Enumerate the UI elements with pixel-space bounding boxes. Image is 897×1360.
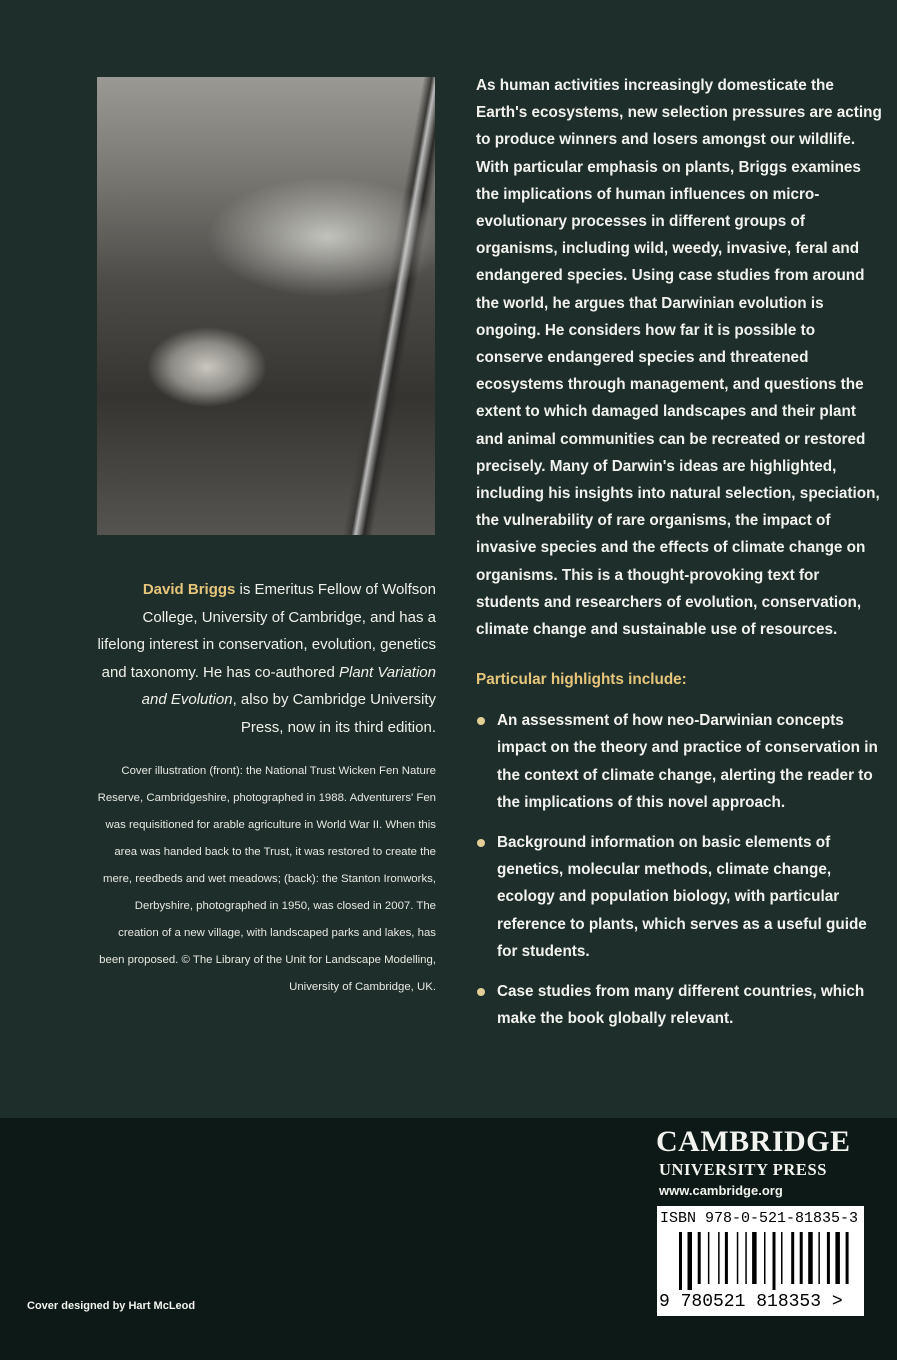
barcode-digits: 9 780521 818353 > — [659, 1292, 843, 1312]
bullet-icon — [477, 839, 485, 847]
highlight-text: Background information on basic elements of genetics, molecular methods, climate change, ecology and population biology, with particular reference to plants, which serves as a useful guide for students. — [497, 834, 867, 960]
right-column — [476, 72, 886, 1046]
barcode-bar — [698, 1232, 701, 1284]
highlights-heading: Particular highlights include: — [476, 671, 687, 689]
barcode-bar — [737, 1232, 739, 1284]
isbn-text: ISBN 978-0-521-81835-3 — [660, 1210, 859, 1227]
author-name: David Briggs — [142, 581, 236, 598]
barcode-bar — [718, 1232, 720, 1284]
barcode-bar — [835, 1232, 840, 1284]
book-blurb: As human activities increasingly domesticate the Earth's ecosystems, new selection pressures are acting to produce winners and losers amongst our wildlife. With particular emphasis on plants, Briggs examines the implications of human influences on micro-evolutionary processes in different groups of organisms, including wild, weedy, invasive, feral and endangered species. Using case studies from around the world, he argues that Darwinian evolution is ongoing. He considers how far it is possible to conserve endangered species and threatened ecosystems through management, and questions the extent to which damaged landscapes and their plant and animal communities can be recreated or restored precisely. Many of Darwin's ideas are highlighted, including his insights into natural selection, speciation, the vulnerability of rare organisms, the impact of invasive species and the effects of climate change on organisms. This is a thought-provoking text for students and researchers of evolution, conservation, climate change and sustainable use of resources. — [476, 77, 882, 639]
left-column — [96, 576, 436, 1001]
author-bio — [96, 576, 436, 742]
barcode-bar — [688, 1232, 693, 1290]
publisher-name: CAMBRIDGE — [656, 1125, 851, 1158]
bio-text: is Emeritus Fellow of Wolfson College, University of Cambridge, and has a lifelong interest in conservation, evolution, genetics and taxonomy. He has co-authored — [97, 581, 436, 681]
barcode-bar — [679, 1232, 682, 1290]
barcode-bar — [791, 1232, 794, 1284]
cover-credit: Cover illustration (front): the National Trust Wicken Fen Nature Reserve, Cambridgeshire, photographed in 1988. Adventurers' Fen was requisitioned for arable agriculture in World War II. When this area was handed back to the Trust, it was restored to create the mere, reedbeds and wet meadows; (back): the Stanton Ironworks, Derbyshire, photographed in 1950, was closed in 2007. The creation of a new village, with landscaped parks and lakes, has been proposed. © The Library of the Unit for Landscape Modelling, University of Cambridge, UK. — [97, 764, 436, 993]
barcode-bar — [846, 1232, 849, 1284]
barcode-bar — [800, 1232, 803, 1284]
book-title: Plant Variation and Evolution — [141, 663, 436, 709]
barcode-bars-icon — [679, 1232, 854, 1290]
barcode-bar — [808, 1232, 813, 1284]
bullet-icon — [477, 717, 485, 725]
highlight-text: Case studies from many different countries, which make the book globally relevant. — [497, 983, 865, 1028]
barcode-bar — [827, 1232, 830, 1284]
barcode-bar — [773, 1232, 776, 1290]
designer-credit: Cover designed by Hart McLeod — [27, 1300, 196, 1312]
barcode-bar — [781, 1232, 783, 1284]
barcode-bar — [725, 1232, 728, 1284]
list-item — [476, 707, 886, 816]
publisher-subtitle: UNIVERSITY PRESS — [659, 1160, 828, 1179]
cover-photo-ironworks — [97, 77, 435, 535]
barcode-bar — [818, 1232, 820, 1284]
barcode-bar — [708, 1232, 710, 1284]
list-item — [476, 829, 886, 965]
highlight-text: An assessment of how neo-Darwinian concepts impact on the theory and practice of conservation in the context of climate change, alerting the reader to the implications of this novel approach. — [497, 712, 878, 811]
highlights-list — [476, 707, 886, 1045]
bio-text-end: , also by Cambridge University Press, now in its third edition. — [232, 691, 436, 736]
publisher-url: www.cambridge.org — [659, 1183, 783, 1198]
barcode-bar — [752, 1232, 757, 1284]
bullet-icon — [477, 988, 485, 996]
barcode-bar — [745, 1232, 747, 1284]
barcode-bar — [764, 1232, 766, 1284]
list-item — [476, 978, 886, 1032]
isbn-barcode — [657, 1206, 864, 1316]
